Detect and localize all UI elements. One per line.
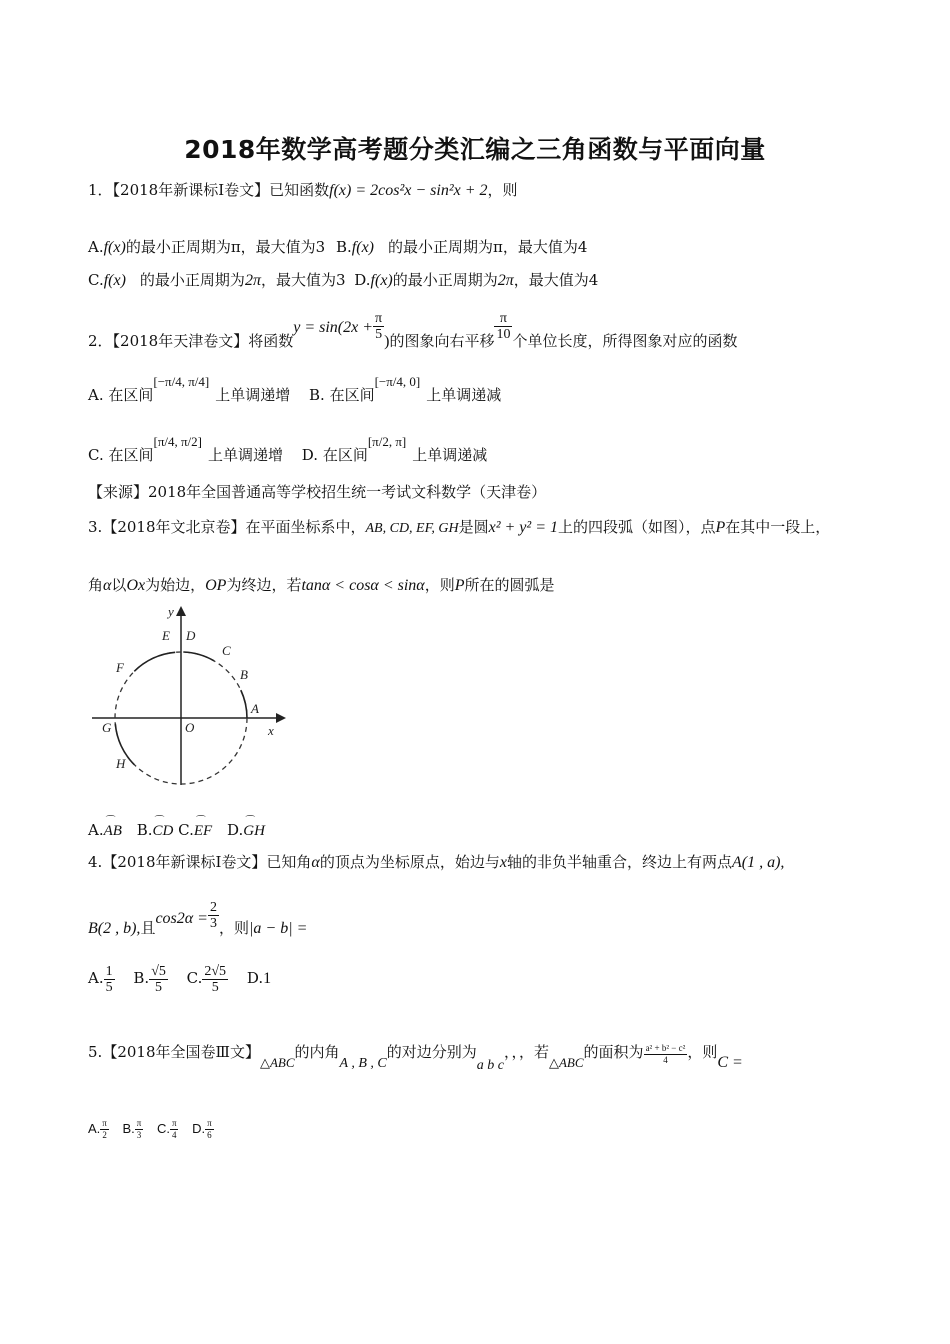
q5-option-b-value — [135, 1118, 144, 1141]
q1-option-c-text2: ，最大值为3 — [260, 271, 346, 289]
label-o: O — [185, 720, 195, 735]
q3-line2-f: 所在的圆弧是 — [464, 576, 555, 594]
q2-stem — [88, 310, 737, 360]
q3-line2-d: 为终边，若 — [226, 576, 302, 594]
q3-option-d-label: D. — [226, 821, 244, 839]
q3-option-b-label: B. — [136, 821, 153, 839]
q2-options-cd — [88, 434, 488, 466]
q3-circle-equation: x² + y² = 1 — [488, 519, 558, 536]
q2-shift-denominator: 10 — [496, 327, 511, 342]
q3-number: 3. — [88, 518, 103, 536]
q1-option-b-label: B. — [336, 238, 352, 256]
arc-ef — [134, 652, 175, 671]
q3-line2-b: 以 — [111, 576, 127, 594]
q3-option-a-label: A. — [88, 821, 104, 839]
q2-shift-numerator: π — [494, 311, 512, 327]
q3-line2-a: 角 — [88, 576, 104, 594]
q3-alpha: α — [103, 577, 112, 594]
q3-arcs: AB, CD, EF, GH — [365, 521, 459, 536]
q3-text2: 上的四段弧（如图），点 — [557, 518, 716, 536]
q4-option-c-value — [202, 964, 228, 995]
q1-source: 【2018年新课标Ⅰ卷文】已知函数 — [112, 181, 330, 199]
q4-option-c-numerator: 2√5 — [204, 963, 227, 979]
q5-triangle-2: △ABC — [548, 1055, 584, 1070]
q5-option-b-numerator: π — [136, 1118, 142, 1128]
y-axis-arrow — [176, 606, 186, 616]
q2-shift-fraction — [494, 311, 512, 342]
x-axis-arrow — [276, 713, 286, 723]
q1-function: f(x) = 2cos²x − sin²x + 2 — [329, 182, 488, 199]
label-h: H — [116, 756, 126, 771]
label-a: A — [251, 701, 259, 716]
q4-stem-line1 — [88, 852, 784, 873]
q4-option-a-value — [104, 964, 115, 995]
q4-options — [88, 958, 271, 999]
q2-option-d-label: D. 在区间 — [301, 446, 368, 464]
q5-sides: a b c — [476, 1058, 504, 1073]
q2-option-a-interval: [−π/4, π/4] — [153, 374, 210, 389]
q5-option-c-label: C. — [156, 1120, 170, 1136]
q5-option-a-denominator: 2 — [102, 1130, 107, 1140]
q5-option-d-denominator: 6 — [207, 1130, 212, 1140]
q3-line2-e: ，则 — [424, 576, 455, 594]
q5-option-a-label: A. — [88, 1120, 101, 1136]
q2-option-c-label: C. 在区间 — [88, 446, 154, 464]
q2-function: y = sin(2x + — [293, 319, 374, 336]
q3-op: OP — [205, 577, 227, 594]
q2-source-note: 【来源】2018年全国普通高等学校招生统一考试文科数学（天津卷） — [88, 483, 547, 501]
q3-option-c-arc: ⌒ EF — [194, 821, 212, 841]
q3-options — [88, 820, 265, 841]
label-e: E — [162, 628, 170, 643]
q3-point-p-2: P — [454, 577, 465, 594]
q5-text3: 的面积为 — [583, 1043, 644, 1061]
q1-stem — [88, 180, 518, 201]
q2-option-a-label: A. 在区间 — [88, 386, 154, 404]
arc-cd — [183, 652, 214, 661]
q5-option-b-denominator: 3 — [136, 1130, 142, 1140]
q2-function-numerator: π — [375, 311, 383, 326]
q1-number: 1． — [88, 181, 113, 199]
q1-option-c-label: C. — [88, 271, 104, 289]
q3-source: 【2018年文北京卷】在平面坐标系中， — [102, 518, 366, 536]
q1-option-a-text: 的最小正周期为π，最大值为3 — [125, 238, 326, 256]
q1-option-d-text2: ，最大值为4 — [513, 271, 599, 289]
q5-angles: A , B , C — [339, 1056, 387, 1071]
q5-option-d-value — [205, 1118, 214, 1141]
q4-cos-lhs: cos2α = — [155, 910, 208, 927]
q5-option-d-label: D. — [192, 1120, 206, 1136]
q3-option-c-label: C. — [178, 821, 194, 839]
q5-option-c-denominator: 4 — [171, 1130, 177, 1140]
q3-ox: Ox — [126, 577, 146, 594]
q5-option-d-numerator: π — [207, 1118, 212, 1128]
q4-stem-line2 — [88, 900, 307, 947]
q2-option-c-text: 上单调递增 — [208, 446, 284, 464]
q2-function-denominator: 5 — [375, 327, 383, 342]
q2-option-d-interval: [π/2, π] — [367, 434, 407, 449]
q5-option-c-value — [170, 1118, 179, 1141]
q4-option-b-value — [149, 964, 168, 995]
q4-point-b: B(2 , b), — [88, 920, 141, 937]
q4-text1: 的顶点为坐标原点，始边与 — [319, 853, 500, 871]
q4-cos-fraction — [208, 900, 219, 931]
label-f: F — [116, 660, 124, 675]
q4-text3: 且 — [140, 919, 156, 937]
q3-stem-line2 — [88, 575, 555, 596]
q3-option-b-arc: ⌒ CD — [153, 821, 174, 841]
q4-option-a-label: A. — [88, 969, 104, 987]
q2-options-ab — [88, 374, 502, 406]
q5-option-b-label: B. — [122, 1120, 135, 1136]
q1-options-cd — [88, 270, 598, 291]
q4-option-c-denominator: 5 — [211, 979, 219, 995]
q1-tail: ，则 — [487, 181, 518, 199]
label-x: x — [268, 723, 274, 738]
q4-cos-numerator: 2 — [209, 900, 217, 915]
q3-text3: 在其中一段上， — [725, 518, 831, 536]
q5-number: 5. — [88, 1043, 103, 1061]
q4-option-a-numerator: 1 — [105, 963, 113, 979]
q4-option-a-denominator: 5 — [105, 979, 113, 995]
q4-option-c-label: C. — [186, 969, 203, 987]
q2-option-c-interval: [π/4, π/2] — [153, 434, 202, 449]
q1-option-c-func: f(x) — [103, 272, 126, 289]
label-d: D — [186, 628, 196, 643]
arc-ab — [241, 690, 247, 718]
q5-source: 【2018年全国卷Ⅲ文】 — [102, 1043, 260, 1061]
page-title: 2018年数学高考题分类汇编之三角函数与平面向量 — [184, 135, 766, 164]
q2-option-a-text: 上单调递增 — [215, 386, 291, 404]
label-g: G — [102, 720, 112, 735]
q3-option-d-arc: ⌒ GH — [243, 821, 265, 841]
q3-line2-c: 为始边， — [145, 576, 206, 594]
q5-option-a-value — [100, 1118, 109, 1141]
q4-option-d-label: D. — [246, 969, 264, 987]
q2-option-d-text: 上单调递减 — [412, 446, 488, 464]
q4-cos-denominator: 3 — [209, 916, 217, 931]
q5-text4: ，则 — [687, 1043, 718, 1061]
q2-number: 2． — [88, 332, 113, 350]
q3-option-a-arc: ⌒ AB — [104, 821, 122, 841]
q5-options — [88, 1118, 214, 1141]
q2-option-b-interval: [−π/4, 0] — [374, 374, 421, 389]
q1-option-d-label: D. — [354, 271, 371, 289]
q5-area-numerator: a² + b² − c² — [645, 1043, 686, 1053]
q3-inequality: tanα < cosα < sinα — [301, 577, 425, 594]
q5-area-fraction — [644, 1043, 688, 1066]
q4-point-a: A(1 , a), — [731, 854, 785, 871]
q4-option-b-numerator: √5 — [151, 963, 166, 979]
q4-number: 4. — [88, 853, 103, 871]
q4-alpha: α — [311, 854, 320, 871]
q4-x: x — [499, 854, 507, 871]
q1-option-a-label: A. — [88, 238, 104, 256]
q3-point-p: P — [715, 519, 726, 536]
label-c: C — [222, 643, 231, 658]
q1-option-b-func: f(x) — [351, 239, 374, 256]
q4-text2: 轴的非负半轴重合，终边上有两点 — [506, 853, 732, 871]
q2-function-fraction — [373, 311, 384, 342]
q2-option-b-label: B. 在区间 — [309, 386, 375, 404]
q4-text4: ，则 — [218, 919, 249, 937]
q1-option-d-func: f(x) — [370, 272, 393, 289]
label-b: B — [240, 667, 248, 682]
q4-source: 【2018年新课标Ⅰ卷文】已知角 — [102, 853, 312, 871]
q5-text2: 的对边分别为 — [386, 1043, 477, 1061]
q5-commas: ，，，若 — [503, 1043, 549, 1061]
q3-text1: 是圆 — [458, 518, 489, 536]
q2-source: 【2018年天津卷文】将函数 — [112, 332, 294, 350]
q1-options-ab — [88, 237, 587, 258]
q2-option-b-text: 上单调递减 — [426, 386, 502, 404]
q5-area-denominator: 4 — [663, 1055, 668, 1065]
q5-option-c-numerator: π — [171, 1118, 177, 1128]
q1-option-a-func: f(x) — [103, 239, 126, 256]
q1-option-c-text: 的最小正周期为 — [139, 271, 245, 289]
q1-option-c-period: 2π — [244, 272, 261, 289]
q5-option-a-numerator: π — [102, 1118, 107, 1128]
q1-option-d-text: 的最小正周期为 — [392, 271, 498, 289]
q5-stem — [88, 1032, 743, 1086]
q4-option-d-value: 1 — [263, 970, 272, 987]
q2-text2: 个单位长度，所得图象对应的函数 — [512, 332, 738, 350]
q1-option-b-text: 的最小正周期为π，最大值为4 — [388, 238, 588, 256]
q1-option-d-period: 2π — [497, 272, 514, 289]
q5-text1: 的内角 — [294, 1043, 340, 1061]
q2-function-close: ) — [384, 333, 390, 350]
q5-c-equals: C = — [717, 1054, 743, 1071]
label-y: y — [168, 604, 174, 619]
q5-triangle-1: △ABC — [259, 1055, 295, 1070]
q3-unit-circle-figure — [88, 600, 298, 790]
q4-option-b-denominator: 5 — [155, 979, 163, 995]
q2-text1: 的图象向右平移 — [389, 332, 495, 350]
q3-stem-line1 — [88, 517, 830, 539]
q4-abs: |a − b| = — [249, 920, 308, 937]
q4-option-b-label: B. — [133, 969, 150, 987]
